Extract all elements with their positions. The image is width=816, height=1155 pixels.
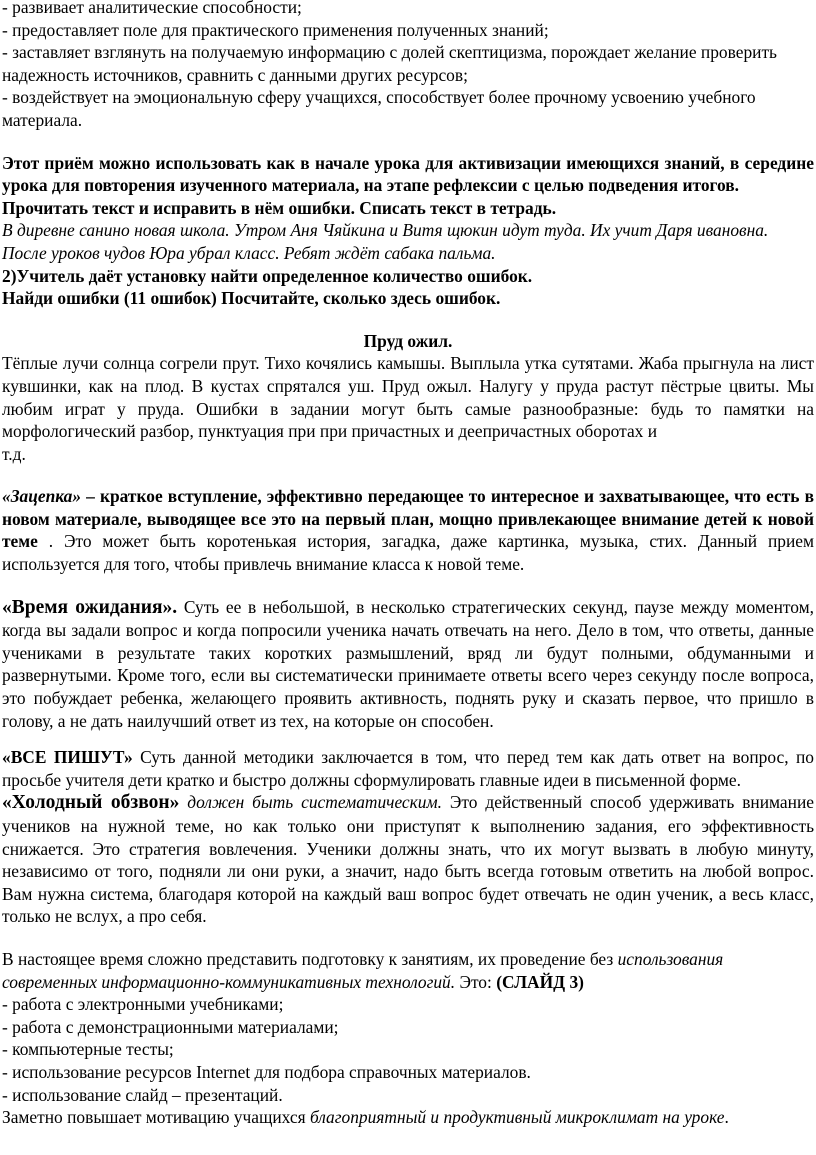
all-write-paragraph (2, 746, 814, 791)
final-end: . (724, 1107, 729, 1128)
ict-lead: В настоящее время сложно представить подготовку к занятиям, их проведение без (2, 948, 618, 969)
wait-time-text: Суть ее в небольшой, в несколько стратегических секунд, паузе между моментом, когда вы задали вопрос и когда попросили ученика начать отвечать на него. Дело в том, что ответы, данные учениками в результате таких коротких размышлений, вряд ли будут полными, обдуманными и развернутыми. Кроме того, если вы систематически принимаете ответы всего через секунду после вопроса, это побуждает ребенка, желающего проявить активность, поднять руку и сказать первое, что пришло в голову, а не дать наилучший ответ из тех, на которые он способен. (2, 596, 814, 731)
hook-definition: – краткое вступление, эффективно передающее то интересное и захватывающее, что есть в новом материале, выводящее все это на первый план, мощно привлекающее внимание детей к новой теме (2, 486, 814, 552)
ict-paragraph (2, 948, 814, 993)
final-lead: Заметно повышает мотивацию учащихся (2, 1107, 310, 1128)
task2-line1-text: 2)Учитель даёт установку найти определенное количество ошибок. (2, 265, 533, 286)
technique-note (2, 152, 814, 197)
list-item: - компьютерные тесты; (2, 1039, 174, 1060)
final-italic: благоприятный и продуктивный микроклимат на уроке (309, 1107, 725, 1128)
wait-time-term: «Время ожидания». (2, 596, 178, 618)
wait-time-paragraph (2, 596, 814, 733)
task2-line2 (2, 287, 814, 310)
ict-italic: использования современных информационно-коммуникативных технологий. (2, 948, 724, 992)
hook-paragraph (2, 485, 814, 575)
list-item: - заставляет взглянуть на получаемую информацию с долей скептицизма, порождает желание проверить надежность источников, сравнить с данными других ресурсов; (2, 42, 777, 85)
pond-title (2, 330, 814, 353)
cold-call-term: «Холодный обзвон» (2, 792, 180, 814)
pond-tail: т.д. (2, 443, 26, 464)
cold-call-paragraph (2, 791, 814, 928)
all-write-text: Суть данной методики заключается в том, что перед тем как дать ответ на вопрос, по просьбе учителя дети кратко и быстро должны сформулировать главные идеи в письменной форме. (2, 747, 815, 790)
hook-rest: . Это может быть коротенькая история, загадка, даже картинка, музыка, стих. Данный прием используется для того, чтобы привлечь внимание класса к новой теме. (2, 531, 814, 575)
cold-call-italic: должен быть систематическим. (179, 792, 442, 813)
list-item: - работа с электронными учебниками; (2, 994, 284, 1015)
task2-line1 (2, 265, 814, 288)
hook-term: «Зацепка» (2, 486, 82, 507)
technique-note-text: Этот приём можно использовать как в начале урока для активизации имеющихся знаний, в середине урока для повторения изученного материала, на этапе рефлексии с целью подведения итогов. (2, 152, 814, 196)
list-item: - развивает аналитические способности; (2, 0, 302, 17)
slide-ref: (СЛАЙД 3) (496, 971, 584, 992)
list-item: - воздействует на эмоциональную сферу учащихся, способствует более прочному усвоению учебного материала. (2, 87, 756, 130)
ict-this: Это: (455, 971, 497, 992)
pond-title-text: Пруд ожил. (363, 330, 453, 351)
task1-italic-text: В диревне санино новая школа. Утром Аня Чяйкина и Витя щюкин идут туда. Их учит Даря ивановна. После уроков чудов Юра убрал класс. Ребят ждёт сабака пальма. (2, 220, 769, 263)
task2-line2-text: Найди ошибки (11 ошибок) Посчитайте, сколько здесь ошибок. (2, 288, 501, 309)
list-item: - использование ресурсов Internet для подбора справочных материалов. (2, 1061, 531, 1082)
list-item: - предоставляет поле для практического применения полученных знаний; (2, 19, 549, 40)
task1-title (2, 197, 814, 220)
list-item: - работа с демонстрационными материалами; (2, 1016, 339, 1037)
list-item: - использование слайд – презентаций. (2, 1084, 283, 1105)
all-write-term: «ВСЕ ПИШУТ» (2, 747, 133, 768)
final-paragraph (2, 1106, 814, 1129)
task1-title-text: Прочитать текст и исправить в нём ошибки. Списать текст в тетрадь. (2, 197, 557, 218)
pond-text: Тёплые лучи солнца согрели прут. Тихо кочялись камышы. Выплыла утка сутятами. Жаба прыгнула на лист кувшинки, как на плод. В кустах спрятался уш. Пруд ожыл. Налугу у пруда растут пёстрые цвиты. Мы любим играт у пруда. Ошибки в задании могут быть самые разнообразные: будь то памятки на морфологический разбор, пунктуация при при причастных и деепричастных оборотах и (2, 353, 814, 442)
cold-call-text: Это действенный способ удерживать внимание учеников на нужной теме, но как только они приступят к выполнению задания, его эффективность снижается. Это стратегия вовлечения. Ученики должны знать, что их могут вызвать в любую минуту, независимо от того, подняли ли они руки, а значит, надо быть всегда готовым ответить на любой вопрос. Вам нужна система, благодаря которой на каждый ваш вопрос будет отвечать не один ученик, а весь класс, только не вслух, а про себя. (2, 792, 814, 927)
task1-text (2, 219, 814, 264)
